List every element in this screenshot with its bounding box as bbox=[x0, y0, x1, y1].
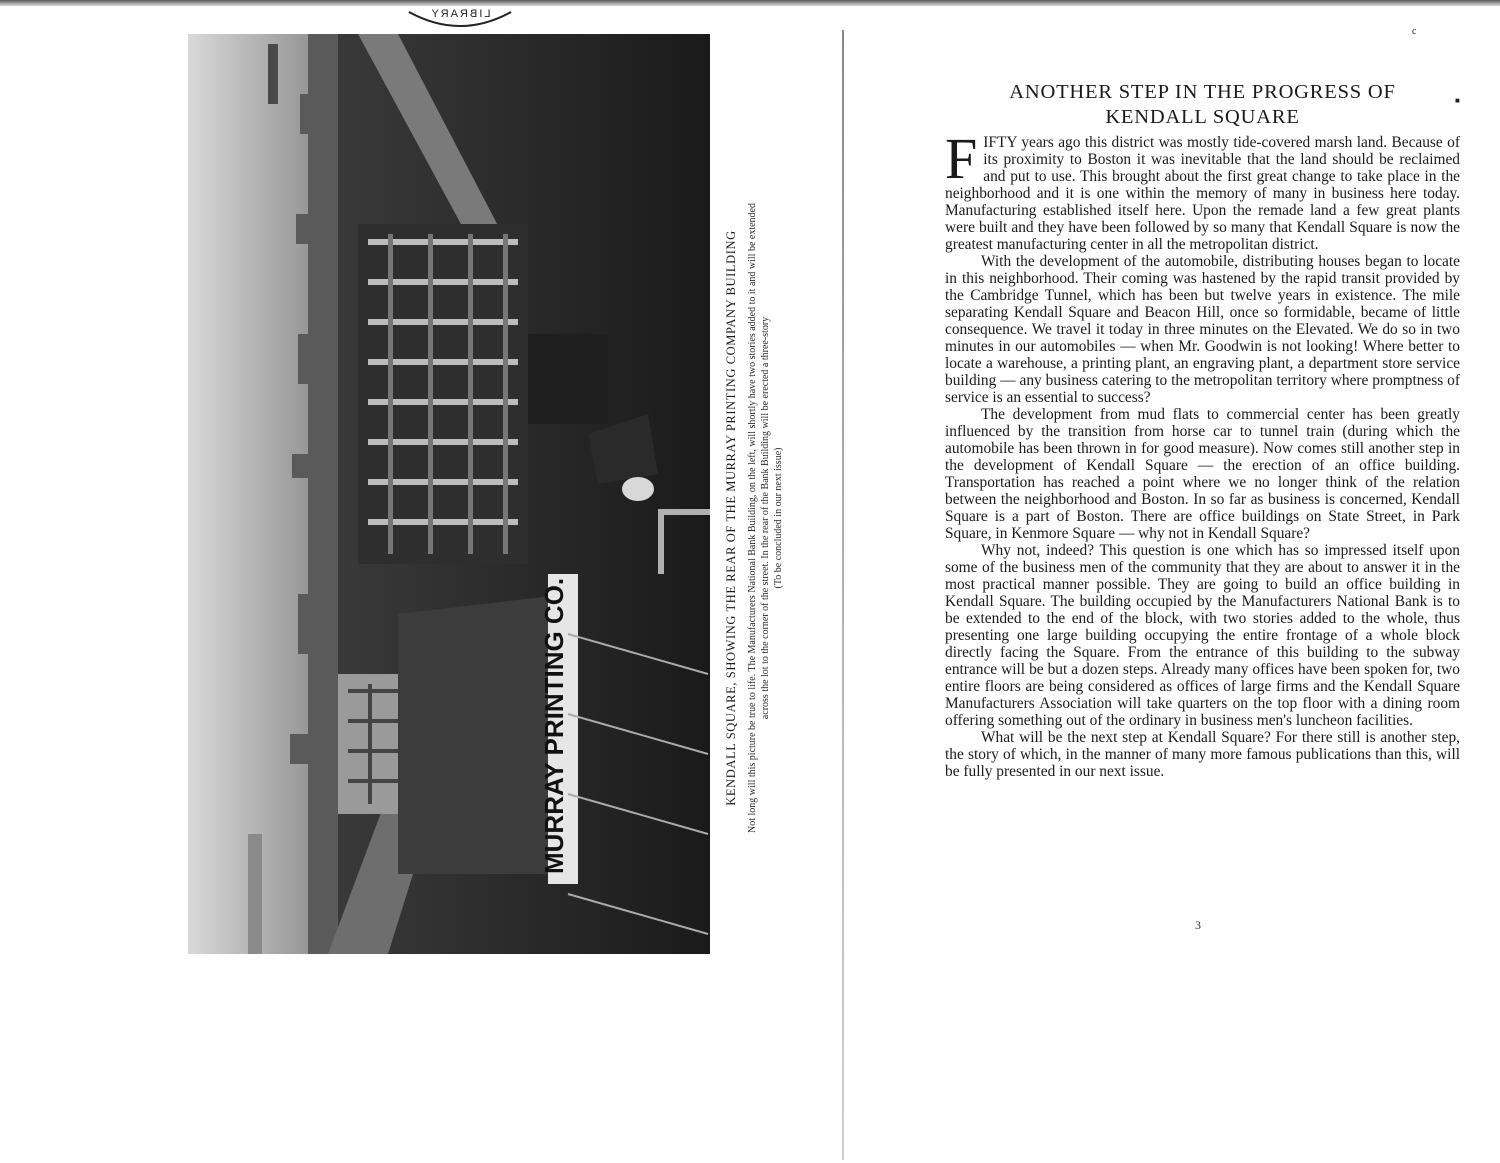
murray-building bbox=[358, 224, 528, 564]
scan-speck: c bbox=[1412, 26, 1417, 37]
kendall-square-photo bbox=[188, 34, 710, 954]
caption-line-3: (To be concluded in our next issue) bbox=[773, 447, 784, 589]
article-paragraph: What will be the next step at Kendall Square? For there still is another step, the story of which, in the manner of many more famous publications than this, will be fully presented in our next issue. bbox=[945, 729, 1460, 780]
photo-caption bbox=[722, 118, 792, 918]
photo-illustration bbox=[188, 34, 710, 954]
library-stamp bbox=[405, 6, 515, 32]
article-title bbox=[945, 80, 1460, 130]
scan-edge bbox=[0, 0, 1500, 6]
printing-company-roof bbox=[398, 574, 578, 884]
stamp-text: LIBRARY bbox=[429, 8, 491, 20]
article-paragraph: With the development of the automobile, distributing houses began to locate in this neighborhood. Their coming was hastened by the rapid transit provided by the Cambridge Tunnel, which has been but twelve years in existence. The mile separating Kendall Square and Beacon Hill, once so formidable, became of little consequence. We travel it today in three minutes on the Elevated. We do so in two minutes in our automobiles — when Mr. Goodwin is not looking! Where better to locate a warehouse, a printing plant, an engraving plant, a department store service building — any business catering to the metropolitan territory where promptness of service is an essential to success? bbox=[945, 253, 1460, 406]
page-number: 3 bbox=[1195, 918, 1201, 932]
caption-line-2: across the lot to the corner of the street. In the rear of the Bank Building will be erected a three-story bbox=[760, 316, 771, 720]
article-paragraph bbox=[945, 126, 1460, 253]
scan-speck: ■ bbox=[1455, 96, 1460, 105]
article-title-line-2: KENDALL SQUARE bbox=[1105, 106, 1300, 128]
caption-line-1: Not long will this picture be true to life. The Manufacturers National Bank Building, on the left, will shortly have two stories added to it and will be extended bbox=[747, 203, 758, 833]
paragraph-1-text: IFTY years ago this district was mostly tide-covered marsh land. Because of its proximity to Boston it was inevitable that the land should be reclaimed and put to use. This brought about the first great change to take place in the neighborhood and it is one within the memory of many in business here today. Manufacturing established itself here. Upon the remade land a few great plants were built and they have been followed by so many that Kendall Square is now the greatest manufacturing center in all the metropolitan district. bbox=[945, 134, 1460, 253]
page-fold bbox=[842, 30, 844, 1160]
caption-title: KENDALL SQUARE, SHOWING THE REAR OF THE MURRAY PRINTING COMPANY BUILDING bbox=[724, 230, 738, 806]
drop-cap: F bbox=[945, 126, 978, 191]
sign-text: MURRAY PRINTING CO. bbox=[539, 577, 569, 874]
article-title-line-1: ANOTHER STEP IN THE PROGRESS OF bbox=[1009, 81, 1396, 103]
article bbox=[945, 80, 1460, 780]
article-paragraph: Why not, indeed? This question is one which has so impressed itself upon some of the business men of the community that they are about to answer it in the most practical manner possible. They are going to build an office building in Kendall Square. The building occupied by the Manufacturers National Bank is to be extended to the end of the block, with two stories added to the whole, thus presenting one large building occupying the entire frontage of a whole block directly facing the Square. From the entrance of this building to the subway entrance will be but a dozen steps. Already many offices have been spoken for, two entire floors are being considered as offices of large firms and the Kendall Square Manufacturers Association will take quarters on the top floor with a dining room offering something out of the ordinary in business men's luncheon facilities. bbox=[945, 542, 1460, 729]
caption-body bbox=[746, 118, 785, 918]
article-paragraph: The development from mud flats to commercial center has been greatly influenced by the transition from horse car to tunnel train (during which the automobile has been thrown in for good measure). Now comes still another step in the development of Kendall Square — the erection of an office building. Transportation has reached a point where we no longer think of the relation between the neighborhood and Boston. In so far as business is concerned, Kendall Square is a part of Boston. There are office buildings on State Street, in Park Square, in Kenmore Square — why not in Kendall Square? bbox=[945, 406, 1460, 542]
